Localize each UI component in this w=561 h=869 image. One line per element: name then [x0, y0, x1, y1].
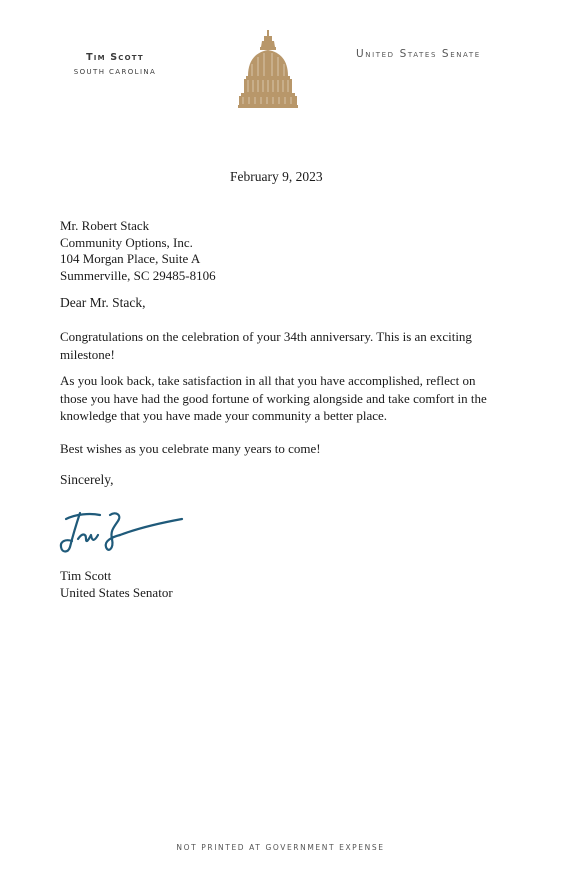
body-paragraph: Congratulations on the celebration of your 34th anniversary. This is an exciting milestone! — [60, 329, 472, 362]
body-paragraph: As you look back, take satisfaction in all that you have accomplished, reflect on those you have had the good fortune of working alongside and take comfort in the knowledge that you have made your community a better place. — [60, 373, 487, 423]
recipient-address — [60, 218, 216, 284]
handwritten-signature — [56, 505, 186, 557]
closing: Sincerely, — [60, 472, 114, 487]
recipient-city-state-zip: Summerville, SC 29485-8106 — [60, 267, 216, 283]
letter-date: February 9, 2023 — [230, 169, 323, 184]
sender-state: SOUTH CAROLINA — [73, 68, 157, 76]
body-paragraph: Best wishes as you celebrate many years to come! — [60, 441, 321, 456]
capitol-dome-icon — [238, 30, 298, 108]
signer-block — [60, 568, 173, 601]
signer-name: Tim Scott — [60, 568, 112, 583]
letterhead-sender — [60, 52, 170, 76]
recipient-street: 104 Morgan Place, Suite A — [60, 251, 201, 266]
salutation: Dear Mr. Stack, — [60, 295, 146, 310]
signer-title: United States Senator — [60, 584, 173, 600]
footer-note: NOT PRINTED AT GOVERNMENT EXPENSE — [176, 843, 385, 852]
institution-name: United States Senate — [356, 48, 481, 60]
recipient-name: Mr. Robert Stack — [60, 218, 150, 233]
sender-name: Tim Scott — [86, 52, 144, 63]
recipient-organization: Community Options, Inc. — [60, 234, 193, 250]
